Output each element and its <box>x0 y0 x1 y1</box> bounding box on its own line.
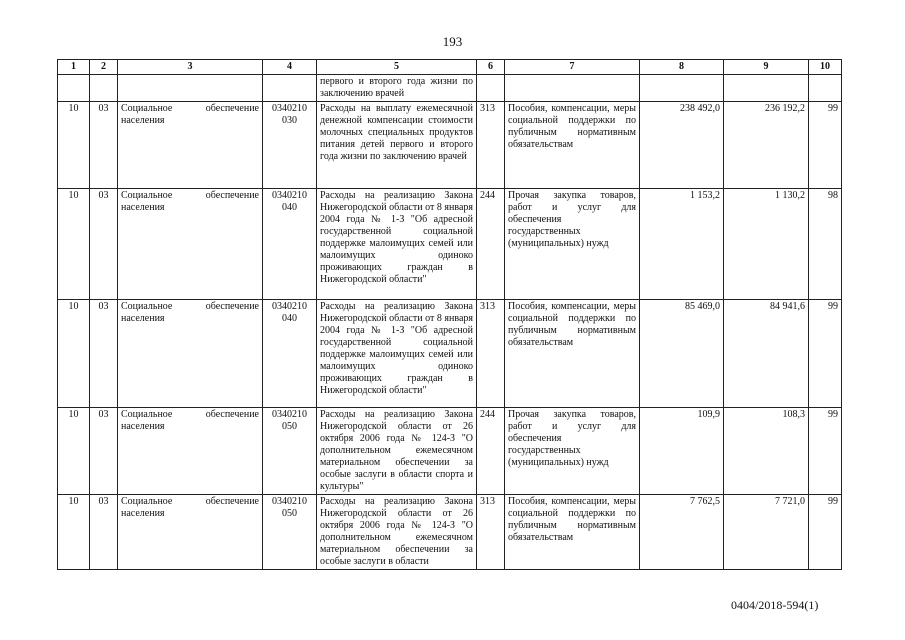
cell-plan: 7 762,5 <box>640 495 724 570</box>
table-row <box>58 102 842 189</box>
cell-section: 10 <box>58 102 90 189</box>
cell-expense-type-name <box>505 75 640 102</box>
cell-subsection: 03 <box>90 189 118 300</box>
cell-plan: 238 492,0 <box>640 102 724 189</box>
cell-expense-type-code <box>477 75 505 102</box>
column-header: 5 <box>317 60 477 75</box>
cell-section: 10 <box>58 495 90 570</box>
cell-target-name: Расходы на реализацию Закона Нижегородской области от 8 января 2004 года № 1-З "Об адресной государственной социальной поддержке малоимущих семей или малоимущих одиноко проживающих граждан в Нижегородской области" <box>317 300 477 408</box>
cell-subsection: 03 <box>90 408 118 495</box>
cell-expense-type-code: 313 <box>477 102 505 189</box>
column-header: 7 <box>505 60 640 75</box>
cell-plan: 1 153,2 <box>640 189 724 300</box>
cell-target-name: Расходы на реализацию Закона Нижегородской области от 8 января 2004 года № 1-З "Об адресной государственной социальной поддержке малоимущих семей или малоимущих одиноко проживающих граждан в Нижегородской области" <box>317 189 477 300</box>
column-header: 4 <box>263 60 317 75</box>
cell-target-code: 0340210 050 <box>263 408 317 495</box>
cell-target-code <box>263 75 317 102</box>
cell-percent <box>809 75 842 102</box>
column-header: 6 <box>477 60 505 75</box>
cell-actual <box>724 75 809 102</box>
cell-percent: 99 <box>809 300 842 408</box>
cell-target-code: 0340210 050 <box>263 495 317 570</box>
column-header: 1 <box>58 60 90 75</box>
cell-actual: 108,3 <box>724 408 809 495</box>
cell-actual: 1 130,2 <box>724 189 809 300</box>
cell-target-name: Расходы на реализацию Закона Нижегородской области от 26 октября 2006 года № 124-З "О дополнительном ежемесячном материальном обеспечении за особые заслуги в области спорта и культуры" <box>317 408 477 495</box>
page-number: 193 <box>442 34 463 49</box>
cell-percent: 99 <box>809 102 842 189</box>
table-row <box>58 300 842 408</box>
cell-expense-type-code: 313 <box>477 495 505 570</box>
table-row <box>58 189 842 300</box>
cell-target-name: Расходы на реализацию Закона Нижегородской области от 26 октября 2006 года № 124-З "О дополнительном ежемесячном материальном обеспечении за особые заслуги в области <box>317 495 477 570</box>
cell-expense-type-code: 244 <box>477 408 505 495</box>
table-row <box>58 408 842 495</box>
budget-table <box>57 59 842 570</box>
cell-target-name: первого и второго года жизни по заключению врачей <box>317 75 477 102</box>
cell-expense-type-name: Пособия, компенсации, меры социальной поддержки по публичным нормативным обязательствам <box>505 495 640 570</box>
table-row-continuation <box>58 75 842 102</box>
cell-target-name: Расходы на выплату ежемесячной денежной компенсации стоимости молочных специальных продуктов питания детей первого и второго года жизни по заключению врачей <box>317 102 477 189</box>
column-header: 3 <box>118 60 263 75</box>
cell-plan: 109,9 <box>640 408 724 495</box>
cell-expense-type-name: Пособия, компенсации, меры социальной поддержки по публичным нормативным обязательствам <box>505 102 640 189</box>
document-code: 0404/2018-594(1) <box>731 598 819 612</box>
cell-percent: 99 <box>809 495 842 570</box>
cell-expense-type-code: 244 <box>477 189 505 300</box>
cell-percent: 98 <box>809 189 842 300</box>
cell-section-name: Социальное обеспечение населения <box>118 102 263 189</box>
cell-target-code: 0340210 030 <box>263 102 317 189</box>
column-header: 8 <box>640 60 724 75</box>
cell-subsection: 03 <box>90 495 118 570</box>
cell-expense-type-name: Прочая закупка товаров, работ и услуг для обеспечения государственных (муниципальных) нужд <box>505 408 640 495</box>
cell-section-name: Социальное обеспечение населения <box>118 408 263 495</box>
cell-plan: 85 469,0 <box>640 300 724 408</box>
cell-actual: 236 192,2 <box>724 102 809 189</box>
cell-expense-type-name: Прочая закупка товаров, работ и услуг для обеспечения государственных (муниципальных) нужд <box>505 189 640 300</box>
cell-expense-type-name: Пособия, компенсации, меры социальной поддержки по публичным нормативным обязательствам <box>505 300 640 408</box>
cell-section: 10 <box>58 300 90 408</box>
cell-target-code: 0340210 040 <box>263 189 317 300</box>
cell-section: 10 <box>58 408 90 495</box>
cell-section-name: Социальное обеспечение населения <box>118 189 263 300</box>
column-header: 10 <box>809 60 842 75</box>
cell-section: 10 <box>58 189 90 300</box>
column-header: 9 <box>724 60 809 75</box>
cell-section-name: Социальное обеспечение населения <box>118 300 263 408</box>
table-header-row <box>58 60 842 75</box>
cell-section <box>58 75 90 102</box>
table-row <box>58 495 842 570</box>
cell-section-name: Социальное обеспечение населения <box>118 495 263 570</box>
cell-plan <box>640 75 724 102</box>
cell-subsection: 03 <box>90 102 118 189</box>
cell-actual: 7 721,0 <box>724 495 809 570</box>
cell-expense-type-code: 313 <box>477 300 505 408</box>
cell-target-code: 0340210 040 <box>263 300 317 408</box>
cell-subsection <box>90 75 118 102</box>
column-header: 2 <box>90 60 118 75</box>
cell-percent: 99 <box>809 408 842 495</box>
cell-section-name <box>118 75 263 102</box>
cell-actual: 84 941,6 <box>724 300 809 408</box>
cell-subsection: 03 <box>90 300 118 408</box>
